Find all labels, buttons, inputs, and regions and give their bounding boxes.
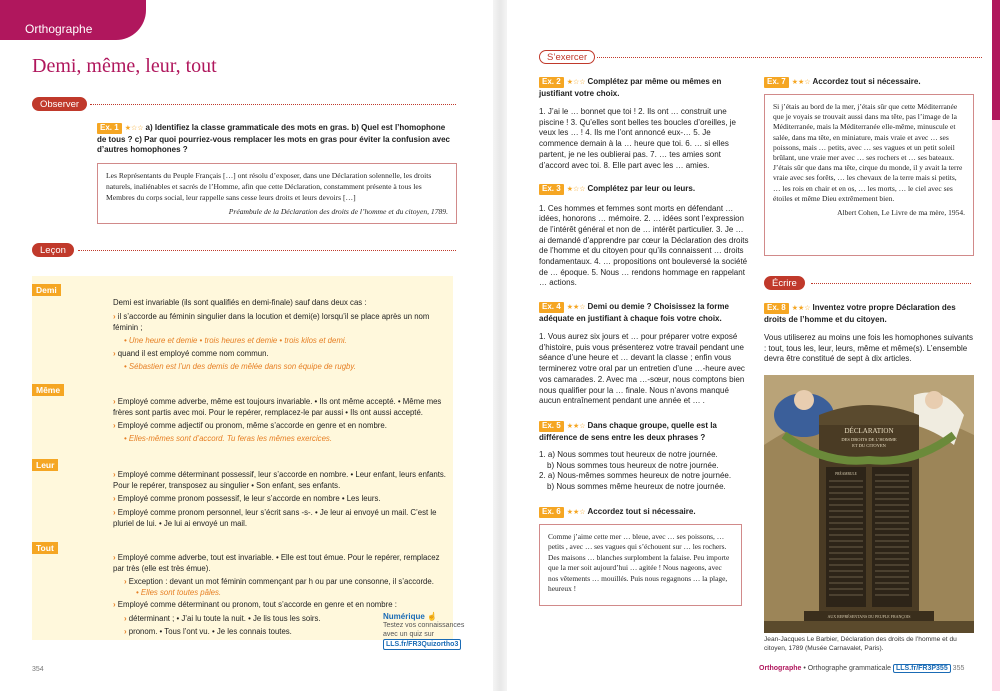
declaration-painting [764,375,974,633]
painting-title-1: DÉCLARATION [844,427,894,435]
demi-intro: Demi est invariable (ils sont qualifiés en demi-finale) sauf dans deux cas : [113,298,367,307]
numerique-text-1: Testez vos connaissances [383,622,465,629]
ex-question: Complétez par même ou mêmes en justifiant votre choix. [539,77,722,98]
ex5-line-4: b) Nous sommes même heureux de notre journée. [547,482,726,492]
exercise-5 [539,421,749,493]
numerique-title: Numérique [383,612,425,621]
ex5-line-1: 1. a) Nous sommes tout heureux de notre journée. [539,450,718,459]
difficulty-stars: ★★☆ [566,509,586,516]
exercise-4 [539,302,749,407]
ex-question: Demi ou demie ? Choisissez la forme adéquate en justifiant à chaque fois votre choix. [539,302,729,323]
quote-text: Comme j’aime cette mer … bleue, avec … ses poissons, … petits , avec … ses vagues qui s’échouent sur … les rochers. Des maisons … blanches surplombent la falaise. Peu importe que la mer soit aujourd’hui … agitée ! Nous nageons, avec nos vêtements … mouillés. Puis nous regagnons … la plage, heureux ! [548,532,730,594]
ex-number: Ex. 8 [764,303,789,314]
exercise-6 [539,507,749,519]
ex-question: a) Identifiez la classe grammaticale des mots en gras. b) Quel est l’homophone de tous ? c) Par quoi pourriez-vous remplacer les mots en gras pour éviter la confusion avec d’autres homophones ? [97,123,450,154]
ecrire-label: Écrire [764,276,805,290]
quote-text: Si j’étais au bord de la mer, j’étais sûr que cette Méditerranée que je voyais se trouvait aussi dans ma tête, pas l’image de la Méditerranée, mais la Méditerranée elle-même, minuscule et salée, dans ma tête, en miniature, mais vraie et avec … ses poissons, mais … petits, avec … ses vagues et un petit soleil brûlant, une vraie mer avec … ses rochers et … ses bateaux. J’étais sûr que dans ma tête, cirque du monde, il y avait la terre vraie avec ses forêts, … les chevaux de la terre mais si petits, … les rois en chair et en os, … les morts, … le ciel avec ses étoiles et même Dieu extrêmement bien. [773,102,963,203]
sexercer-divider [597,57,982,58]
exercise-2 [539,77,749,171]
sexercer-label: S’exercer [539,50,595,64]
quote-source: Albert Cohen, Le Livre de ma mère, 1954. [837,208,965,218]
quote-text: Les Représentants du Peuple Français […] ont résolu d’exposer, dans une Déclaration solennelle, les droits naturels, inaliénables et sacrés de l’Homme, afin que cette Déclaration, constamment présente à tous les Membres du corps social, leur rappelle sans cesse leurs droits et leurs devoirs […] [106,171,432,202]
quote-source: Préambule de la Déclaration des droits de l’homme et du citoyen, 1789. [228,207,448,217]
difficulty-stars: ★☆☆ [566,79,586,86]
leur-rule-2: Employé comme pronom possessif, le leur s’accorde en nombre • Les leurs. [117,494,381,503]
lecon-divider [78,250,456,251]
page-number-left: 354 [32,666,44,673]
exercise-1 [97,123,453,156]
painting-title-3: ET DU CITOYEN [852,443,886,448]
painting-preamble: PRÉAMBULE [835,472,857,476]
footer-section: Orthographe [759,665,802,672]
numerique-text-2: avec un quiz sur [383,631,434,638]
meme-rule-2: Employé comme adjectif ou pronom, même s’accorde en genre et en nombre. [117,421,387,430]
demi-example-1: Une heure et demie • trois heures et demie • trois kilos et demi. [128,336,347,345]
ex-number: Ex. 5 [539,421,564,432]
demi-rule-1: il s’accorde au féminin singulier dans la locution et demi(e) lorsqu’il se place après un nom féminin ; [113,312,430,332]
ex-body: 1. Ces hommes et femmes sont morts en défendant … idées, honorons … mémoire. 2. … idées sont l’expression de l’intérêt général et non de … intérêt particulier. 3. Je … ai demandé d’apprendre par cœur la Déclaration des droits de l’homme et du citoyen pour qu’ils connaissent … droits fondamentaux. 4. … propositions ont bouleversé la société de … époque. 5. Nous … rendons hommage en rappelant … actions. [539,203,749,288]
ex-number: Ex. 3 [539,184,564,195]
ex-number: Ex. 4 [539,302,564,313]
meme-rule-1: Employé comme adverbe, même est toujours invariable. • Ils ont même accepté. • Même mes frères sont partis avec moi. Pour le repérer, remplacez-le par aussi • Ils ont aussi accepté. [113,397,442,417]
tout-pronom: pronom. • Tous l’ont vu. • Je les connais toutes. [128,627,292,636]
leur-rule-3: Employé comme pronom personnel, leur s’écrit sans -s-. • Je leur ai envoyé un mail. C’est le pluriel de lui. • Je lui ai envoyé un mail. [113,508,437,528]
page-footer [759,664,964,673]
meme-example: Elles-mêmes sont d’accord. Tu feras les mêmes exercices. [128,434,332,443]
ex-question: Accordez tout si nécessaire. [587,507,696,516]
ex-number: Ex. 6 [539,507,564,518]
ex6-quote [539,524,742,606]
book-gutter [493,0,507,691]
quiz-link[interactable]: LLS.fr/FR3Quizortho3 [383,639,461,650]
ecrire-divider [811,283,971,284]
demi-heading: Demi [32,284,61,296]
ex-question: Accordez tout si nécessaire. [812,77,921,86]
ex-question: Dans chaque groupe, quelle est la différence de sens entre les deux phrases ? [539,421,717,442]
painting-title-2: DES DROITS DE L’HOMME [841,437,897,442]
footer-subtitle: • Orthographe grammaticale [803,665,892,672]
numerique-box [383,612,464,650]
painting-caption: Jean-Jacques Le Barbier, Déclaration des droits de l’homme et du citoyen, 1789 (Musée Carnavalet, Paris). [764,636,957,652]
ex-number: Ex. 1 [97,123,122,134]
observer-divider [90,104,456,105]
ex7-quote [764,94,974,256]
painting-bottom-text: AUX REPRÉSENTANS DU PEUPLE FRANÇOIS [827,614,911,619]
difficulty-stars: ★★☆ [791,305,811,312]
difficulty-stars: ★☆☆ [124,125,144,132]
exercise-8 [764,303,974,365]
demi-rule-2: quand il est employé comme nom commun. [117,349,269,358]
ex-body: 1. Vous aurez six jours et … pour préparer votre exposé d’histoire, puis vous présenterez votre travail pendant une séance d’une heure et … devant la classe ; enfin vous terminerez votre oral par un entretien d’une …-heure avec vos camarades. 2. Avec ma …-sœur, nous comptons bien nous qualifier pour la … finale. Nous n’avons manqué aucun entraînement pendant une année et … . [539,332,745,406]
ex5-line-3: 2. a) Nous-mêmes sommes heureux de notre journée. [539,471,732,481]
ex-number: Ex. 7 [764,77,789,88]
lecon-box: Demi Demi est invariable (ils sont qualifiés en demi-finale) sauf dans deux cas : › il s’accorde au féminin singulier dans la locution et demi(e) lorsqu’il se place après un nom féminin ; • Une heure et demie • trois heures et demie • trois kilos et demi. › quand il est employé comme nom commun. • Sébastien est l’un des demis de mêlée dans son équipe de rugby. Même › Employé comme adverbe, même est toujours invariable. • Ils ont même accepté. • Même mes frères sont partis avec moi. Pour le repérer, remplacez-le par aussi • Ils ont aussi accepté. › Employé comme adjectif ou pronom, même s’accorde en genre et en nombre. • Elles-mêmes sont d’accord. Tu feras les mêmes exercices. Leur › Employé comme déterminant possessif, leur s’accorde en nombre. • Leur enfant, leurs enfants. Pour le repérer, transposez au singulier • Son enfant, ses enfants. › Employé comme pronom possessif, le leur s’accorde en nombre • Les leurs. › Employé comme pronom personnel, leur s’écrit sans -s-. • Je leur ai envoyé un mail. C’est le pluriel de lui. • Je lui ai envoyé un mail. Tout › Employé comme adverbe, tout est invariable. • Elle est tout émue. Pour le repérer, remplacez par très (elle est très émue). › Exception : devant un mot féminin commençant par h ou par une consonne, il s’accorde. • Elles sont toutes pâles. › Employé comme déterminant ou pronom, tout s’accorde en genre et en nombre : › déterminant ; • J’ai lu toute la nuit. • Je lis tous les soirs. › pronom. • Tous l’ont vu. • Je les connais toutes. [32,276,453,640]
ex-number: Ex. 2 [539,77,564,88]
observer-quote [97,163,457,224]
page-number-right: 355 [952,665,965,672]
ex-body: Vous utiliserez au moins une fois les homophones suivants : tout, tous les, leur, leurs, même et même(s). L’ensemble devra être constitué de sept à dix articles. [764,333,974,364]
tout-exception: Exception : devant un mot féminin commençant par h ou par une consonne, il s’accorde. [128,577,434,586]
exercise-7 [764,77,974,89]
page-title: Demi, même, leur, tout [32,55,217,77]
ex-body: 1. J’ai le … bonnet que toi ! 2. Ils ont … construit une piscine ! 3. Qu’elles sont belles tes boucles d’oreilles, je veux les … ! 4. Ils me l’ont annoncé eux-… 5. Je commence demain à la … heure que toi. 6. … si elles partent, je ne les oublierai pas. 7. … tes amies sont d’accord avec toi. 8. Elle part avec les … amies. [539,107,736,170]
observer-label: Observer [32,97,87,111]
edge-strip [992,120,1000,691]
difficulty-stars: ★★☆ [566,304,586,311]
tout-exception-example: Elles sont toutes pâles. [140,588,222,597]
difficulty-stars: ★☆☆ [566,186,586,193]
difficulty-stars: ★★☆ [566,423,586,430]
difficulty-stars: ★★☆ [791,79,811,86]
tout-rule-2: Employé comme déterminant ou pronom, tout s’accorde en genre et en nombre : [117,600,397,609]
tout-heading: Tout [32,542,58,554]
section-tab [0,0,146,40]
lecon-label: Leçon [32,243,74,257]
tout-rule-1: Employé comme adverbe, tout est invariable. • Elle est tout émue. Pour le repérer, remplacez par très (elle est très émue). [113,553,440,573]
leur-rule-1: Employé comme déterminant possessif, leur s’accorde en nombre. • Leur enfant, leurs enfants. Pour le repérer, transposez au singulier • Son enfant, ses enfants. [113,470,446,490]
footer-link[interactable]: LLS.fr/FR3P355 [893,664,951,673]
section-title: Orthographe [25,22,93,36]
ex-question: Complétez par leur ou leurs. [587,184,696,193]
touch-icon: ☝ [427,612,437,621]
demi-example-2: Sébastien est l’un des demis de mêlée dans son équipe de rugby. [128,362,356,371]
edge-tab [992,0,1000,120]
right-page [507,0,1000,691]
ex5-line-2: b) Nous sommes tous heureux de notre journée. [547,460,719,470]
exercise-3 [539,184,749,289]
painting-illustration [764,375,974,633]
ex-question: Inventez votre propre Déclaration des droits de l’homme et du citoyen. [764,303,956,324]
left-page [0,0,493,691]
tout-determinant: déterminant ; • J’ai lu toute la nuit. • Je lis tous les soirs. [128,614,321,623]
meme-heading: Même [32,384,64,396]
leur-heading: Leur [32,459,58,471]
